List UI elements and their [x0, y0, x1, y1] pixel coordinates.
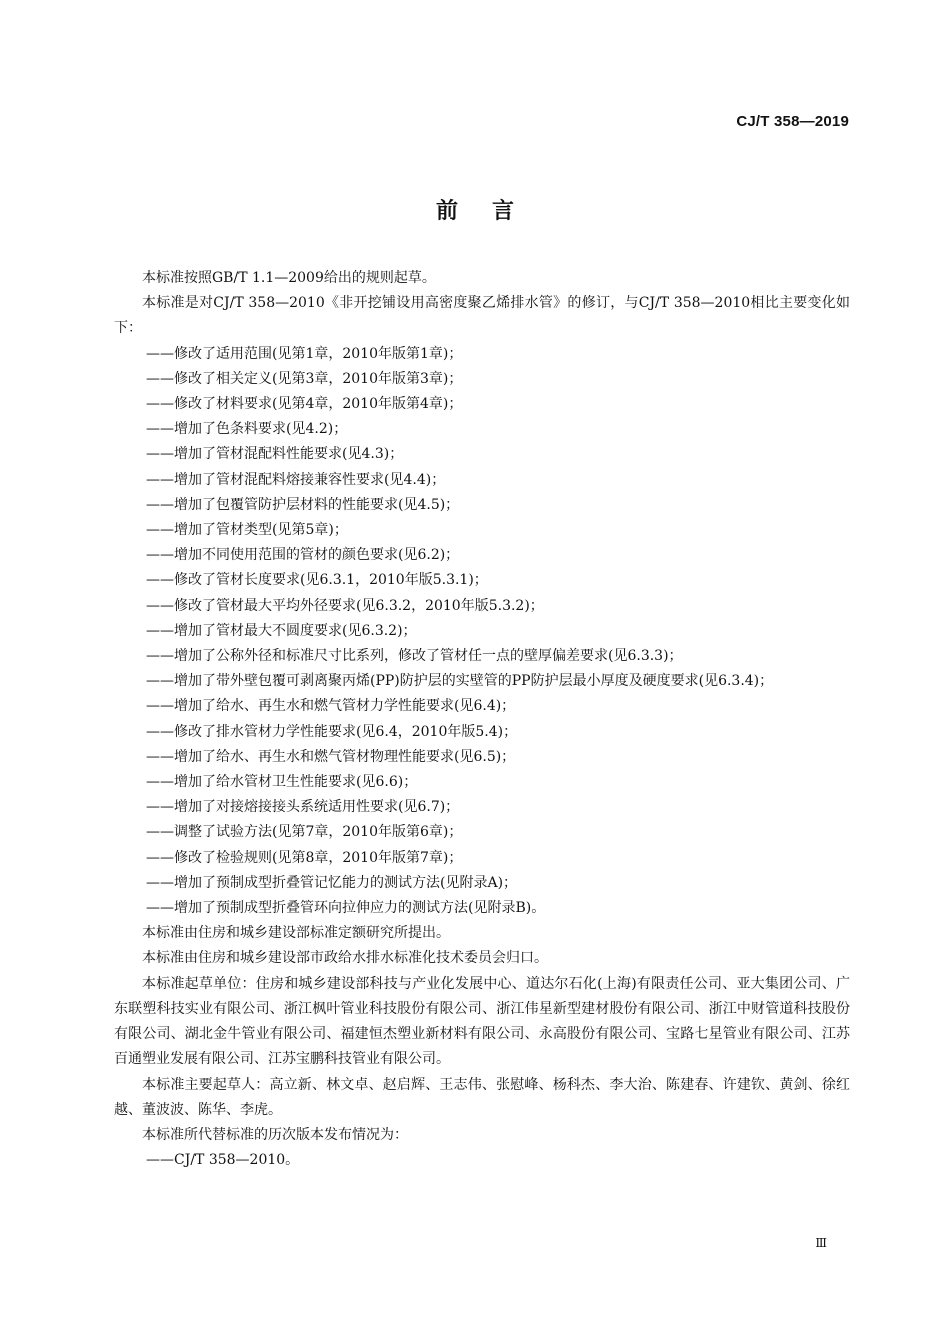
change-item: ——增加了公称外径和标准尺寸比系列，修改了管材任一点的壁厚偏差要求(见6.3.3)； [146, 648, 683, 665]
change-item: ——修改了适用范围(见第1章，2010年版第1章)； [146, 345, 463, 362]
history-paragraph: 本标准所代替标准的历次版本发布情况为： [142, 1126, 408, 1143]
change-item: ——修改了检验规则(见第8章，2010年版第7章)； [146, 849, 463, 866]
change-item: ——修改了排水管材力学性能要求(见6.4，2010年版5.4)； [146, 723, 518, 740]
committee-paragraph: 本标准由住房和城乡建设部市政给水排水标准化技术委员会归口。 [142, 950, 548, 967]
page-number: Ⅲ [815, 1236, 827, 1250]
change-item: ——增加了管材最大不圆度要求(见6.3.2)； [146, 622, 417, 639]
change-item: ——增加了对接熔接接头系统适用性要求(见6.7)； [146, 799, 460, 816]
drafting-units-paragraph: 本标准起草单位：住房和城乡建设部科技与产业化发展中心、道达尔石化(上海)有限责任公司、亚大集团公司、广东联塑科技实业有限公司、浙江枫叶管业科技股份有限公司、浙江伟星新型建材股份有限公司、浙江中财管道科技股份有限公司、湖北金牛管业有限公司、福建恒杰塑业新材料有限公司、永高股份有限公司、宝路七星管业有限公司、江苏百通塑业发展有限公司、江苏宝鹏科技管业有限公司。 [114, 975, 850, 1068]
change-item: ——增加了预制成型折叠管记忆能力的测试方法(见附录A)； [146, 874, 518, 891]
change-item: ——增加了给水管材卫生性能要求(见6.6)； [146, 774, 418, 791]
change-item: ——增加了带外壁包覆可剥离聚丙烯(PP)防护层的实壁管的PP防护层最小厚度及硬度要求(见6.3.4)； [146, 673, 774, 690]
change-item: ——增加了预制成型折叠管环向拉伸应力的测试方法(见附录B)。 [146, 900, 546, 917]
change-item: ——修改了管材最大平均外径要求(见6.3.2，2010年版5.3.2)； [146, 597, 544, 614]
change-item: ——增加了管材混配料性能要求(见4.3)； [146, 446, 404, 463]
proposer-paragraph: 本标准由住房和城乡建设部标准定额研究所提出。 [142, 925, 450, 942]
document-body [114, 266, 850, 1173]
standard-code: CJ/T 358—2019 [736, 113, 849, 130]
change-item: ——修改了管材长度要求(见6.3.1，2010年版5.3.1)； [146, 572, 488, 589]
change-item: ——增加了给水、再生水和燃气管材物理性能要求(见6.5)； [146, 748, 516, 765]
change-item: ——调整了试验方法(见第7章，2010年版第6章)； [146, 824, 463, 841]
intro-paragraph: 本标准按照GB/T 1.1—2009给出的规则起草。 [142, 270, 436, 286]
change-item: ——增加了包覆管防护层材料的性能要求(见4.5)； [146, 496, 460, 513]
change-item: ——修改了相关定义(见第3章，2010年版第3章)； [146, 370, 463, 387]
intro-paragraph: 本标准是对CJ/T 358—2010《非开挖铺设用高密度聚乙烯排水管》的修订，与CJ/T 358—2010相比主要变化如下： [114, 295, 850, 337]
change-item: ——修改了材料要求(见第4章，2010年版第4章)； [146, 396, 463, 413]
page-title: 前言 [435, 199, 548, 224]
previous-version-item: ——CJ/T 358—2010。 [146, 1152, 300, 1169]
change-item: ——增加不同使用范围的管材的颜色要求(见6.2)； [146, 547, 460, 564]
change-item: ——增加了色条料要求(见4.2)； [146, 421, 348, 438]
changes-list [114, 342, 850, 922]
change-item: ——增加了给水、再生水和燃气管材力学性能要求(见6.4)； [146, 698, 516, 715]
change-item: ——增加了管材混配料熔接兼容性要求(见4.4)； [146, 471, 446, 488]
drafters-paragraph: 本标准主要起草人：高立新、林文卓、赵启辉、王志伟、张慰峰、杨科杰、李大治、陈建春、许建钦、黄剑、徐红越、董波波、陈华、李虎。 [114, 1076, 850, 1118]
change-item: ——增加了管材类型(见第5章)； [146, 522, 348, 539]
